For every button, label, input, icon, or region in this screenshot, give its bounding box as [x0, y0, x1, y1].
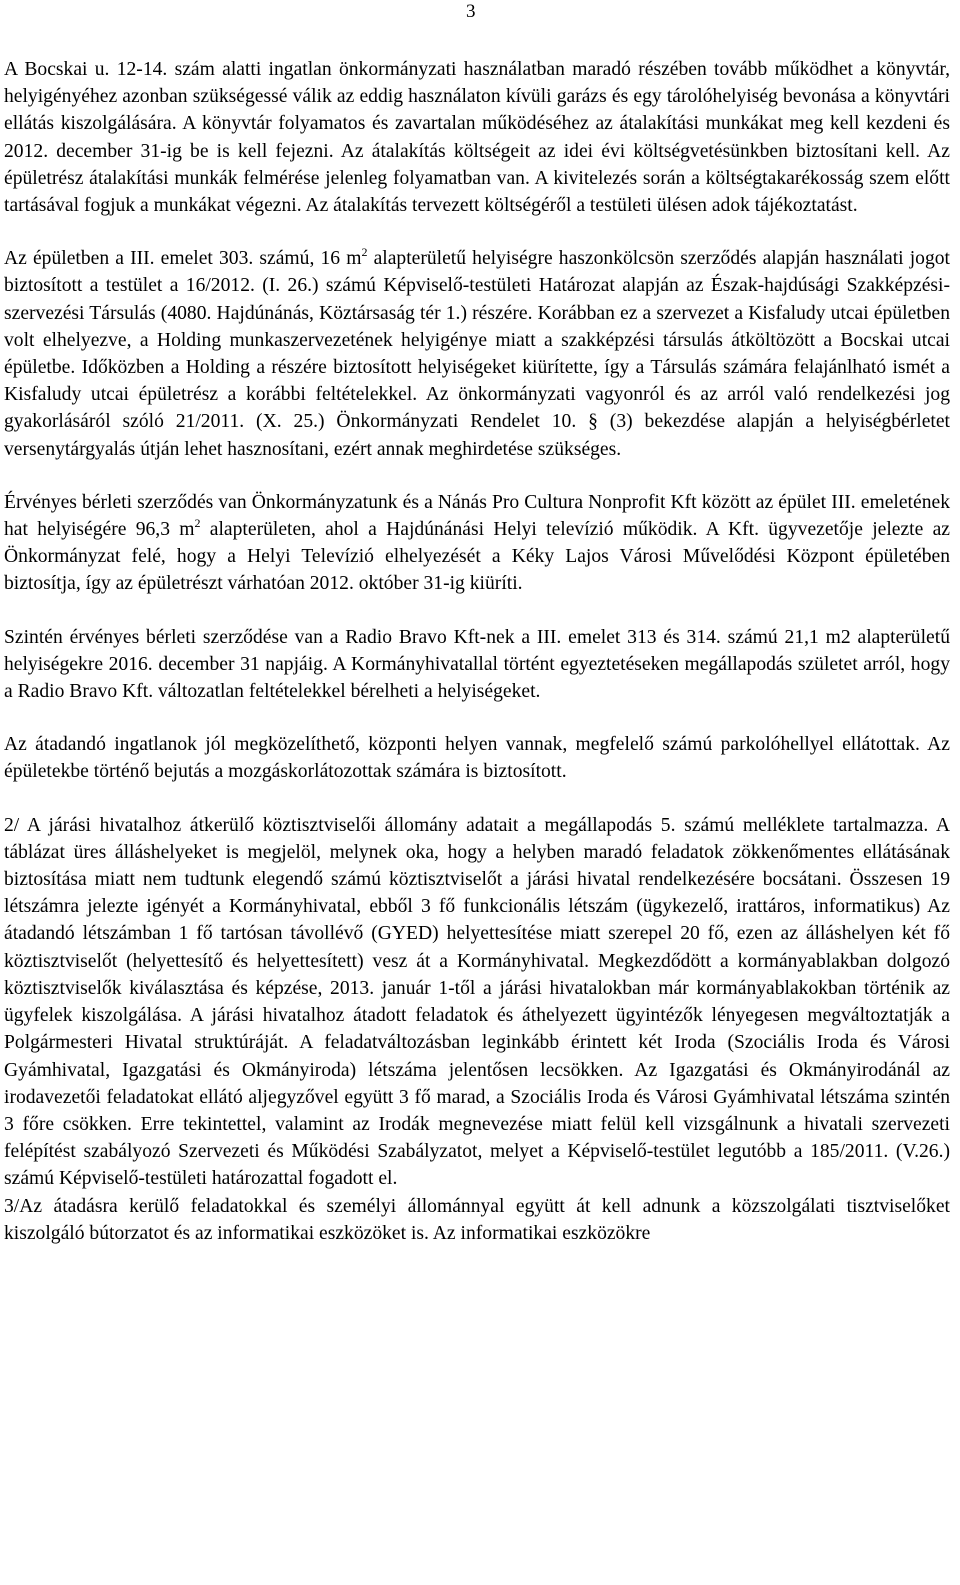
paragraph-text: Az épületben a III. emelet 303. számú, 16 m — [4, 248, 362, 270]
paragraph-gap — [4, 463, 950, 489]
paragraph-library — [4, 56, 950, 219]
paragraph-gap — [4, 705, 950, 731]
paragraph-text: Szintén érvényes bérleti szerződése van a Radio Bravo Kft-nek a III. emelet 313 és 314. számú 21,1 m2 alapterületű helyiségekre 2016. december 31 napjáig. A Kormányhivatallal történt egyeztetéseken megállapodás születet arról, hogy a Radio Bravo Kft. változatlan feltételekkel bérelheti a helyiségeket. — [4, 626, 950, 703]
paragraph-room-303 — [4, 245, 950, 463]
paragraph-text: A Bocskai u. 12-14. szám alatti ingatlan önkormányzati használatban maradó részében tovább működhet a könyvtár, helyigényéhez azonban szükségessé válik az eddig használaton kívüli garázs és egy tárolóhelyiség bevonása a könyvtári ellátás kiszolgálására. A könyvtár folyamatos és zavartalan működéséhez az átalakítási munkákat meg kell kezdeni és 2012. december 31-ig be is kell fejezni. Az átalakítás költségeit az idei évi költségvetésünkben biztosítani kell. Az épületrész átalakítási munkák felmérése jelenleg folyamatban van. A kivitelezés során a költségtakarékosság szem előtt tartásával fogjuk a munkákat végezni. Az átalakítás tervezett költségéről a testületi ülésen adok tájékoztatást. — [4, 59, 950, 217]
paragraph-gap — [4, 786, 950, 812]
paragraph-text: Az átadandó ingatlanok jól megközelíthető, központi helyen vannak, megfelelő számú parkolóhellyel ellátottak. Az épületekbe történő bejutás a mozgáskorlátozottak számára is biztosított. — [4, 734, 950, 783]
paragraph-radio-bravo — [4, 624, 950, 706]
paragraph-text: alapterületű helyiségre haszonkölcsön szerződés alapján használati jogot biztosított a testület a 16/2012. (I. 26.) számú Képviselő-testületi Határozat alapján az Észak-hajdúsági Szakképzési-szervezési Társulás (4080. Hajdúnánás, Köztársaság tér 1.) részére. Korábban ez a szervezet a Kisfaludy utcai épületben volt elhelyezve, a Holding munkaszervezetének helyigénye miatt a szakképzési társulás átköltözött a Bocskai utcai épületbe. Időközben a Holding a részére biztosított helyiségeket kiürítette, így a Társulás számára felajánlható ismét a Kisfaludy utcai épületrész a korábbi feltételekkel. Az önkormányzati vagyonról és az arról való rendelkezési jog gyakorlásáról szóló 21/2011. (X. 25.) Önkormányzati Rendelet 10. § (3) bekezdése alapján a helyiségbérletet versenytárgyalás útján lehet hasznosítani, ezért annak meghirdetése szükséges. — [4, 248, 950, 460]
superscript: 2 — [361, 245, 368, 260]
superscript: 2 — [194, 516, 201, 531]
paragraph-text: Érvényes bérleti szerződés van Önkormányzatunk és a Nánás Pro Cultura Nonprofit Kft között az épület III. emeletének hat helyiségére 96,3 m — [4, 491, 950, 541]
paragraph-text: alapterületen, ahol a Hajdúnánási Helyi televízió működik. A Kft. ügyvezetője jelezte az Önkormányzat felé, hogy a Helyi Televízió elhelyezését a Kéky Lajos Városi Művelődési Központ épületében biztosítja, így az épületrészt várhatóan 2012. október 31-ig kiüríti. — [4, 519, 950, 595]
document-body — [4, 56, 950, 1247]
paragraph-text: 3/Az átadásra kerülő feladatokkal és személyi állománnyal együtt át kell adnunk a közszolgálati tisztviselőket kiszolgáló bútorzatot és az informatikai eszközöket is. Az informatikai eszközökre — [4, 1195, 950, 1244]
paragraph-furniture-it — [4, 1193, 950, 1247]
paragraph-nanas-pro-cultura — [4, 489, 950, 598]
paragraph-text: 2/ A járási hivatalhoz átkerülő köztisztviselői állomány adatait a megállapodás 5. számú melléklete tartalmazza. A táblázat üres álláshelyeket is megjelöl, melynek oka, hogy a helyben maradó feladatok zökkenőmentes ellátásának biztosítása miatt nem tudtunk elegendő számú köztisztviselőt a járási hivatal rendelkezésére bocsátani. Összesen 19 létszámra jelezte igényét a Kormányhivatal, ebből 3 fő funkcionális létszám (ügykezelő, irattáros, informatikus) Az átadandó létszámban 1 fő tartósan távollévő (GYED) helyettesítése miatt szerepel 20 fő, ezen az álláshelyen két fő köztisztviselőt (helyettesítő és helyettesített) vesz át a Kormányhivatal. Megkezdődött a kormányablakban dolgozó köztisztviselők kiválasztása és képzése, 2013. január 1-től a járási hivatalokban már kormányablakokban történik az ügyfelek kiszolgálása. A járási hivatalhoz átadott feladatok és áthelyezett ügyintézők lényegesen megváltoztatják a Polgármesteri Hivatal struktúráját. A feladatváltozásban leginkább érintett két Iroda (Szociális Iroda és Városi Gyámhivatal, Igazgatási és Okmányiroda) létszáma jelentősen lecsökken. Az Igazgatási és Okmányirodánál az irodavezetői feladatokat ellátó aljegyzővel együtt 3 fő marad, a Szociális Iroda és Városi Gyámhivatal létszáma szintén 3 főre csökken. Erre tekintettel, valamint az Irodák megnevezése miatt felül kell vizsgálnunk a hivatali szervezeti felépítést szabályozó Szervezeti és Működési Szabályzatot, melyet a Képviselő-testület legutóbb a 185/2011. (V.26.) számú Képviselő-testületi határozattal fogadott el. — [4, 814, 950, 1190]
paragraph-staff-transfer — [4, 812, 950, 1193]
paragraph-gap — [4, 598, 950, 624]
paragraph-accessibility — [4, 731, 950, 785]
page-number: 3 — [466, 1, 476, 22]
paragraph-gap — [4, 219, 950, 245]
